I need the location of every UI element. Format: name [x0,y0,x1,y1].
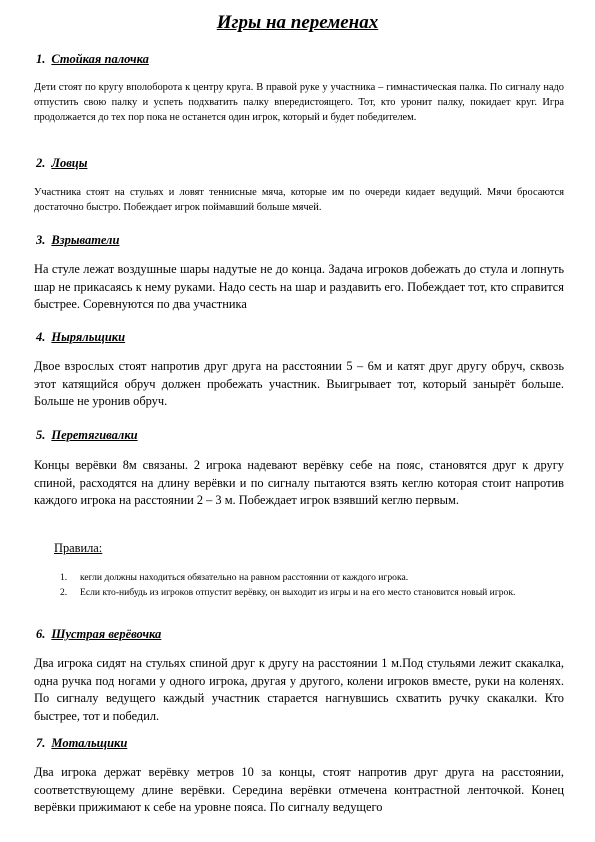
game-name: Взрыватели [51,233,120,247]
page-title: Игры на переменах [216,12,379,33]
game-heading-7 [36,736,127,751]
game-number: 4. [36,330,46,344]
game-heading-1 [36,52,149,67]
game-description-5: Концы верёвки 8м связаны. 2 игрока надевают верёвку себе на пояс, становятся друг к другу спиной, расходятся на длину верёвки и по сигналу пытаются взять кеглю которая стоит напротив каждого игрока на расстоянии 2 – 3 м. Побеждает игрок взявший кеглю первым. [34,458,564,507]
game-name: Ныряльщики [51,330,126,344]
game-number: 3. [36,233,46,247]
game-number: 7. [36,736,46,750]
game-number: 5. [36,428,46,442]
game-number: 6. [36,627,46,641]
game-heading-5 [36,428,138,443]
rules-list [60,571,564,601]
game-name: Стойкая палочка [51,52,149,66]
game-name: Мотальщики [51,736,128,750]
list-marker: 1. [60,572,68,583]
rule-text: кегли должны находиться обязательно на равном расстоянии от каждого игрока. [80,572,409,583]
rules-heading: Правила: [54,541,103,555]
game-number: 1. [36,52,46,66]
game-name: Перетягивалки [51,428,138,442]
game-description-3: На стуле лежат воздушные шары надутые не до конца. Задача игроков добежать до стула и лопнуть шар не прикасаясь к нему руками. Надо сесть на шар и раздавить его. Побеждает тот, кто справится быстрее. Соревнуются по два участника [34,262,564,311]
rules-list-item [60,586,564,599]
game-name: Ловцы [51,156,88,170]
game-name: Шустрая верёвочка [51,627,162,641]
game-description-1: Дети стоят по кругу вполоборота к центру круга. В правой руке у участника – гимнастическая палка. По сигналу надо отпустить свою палку и успеть подхватить палку впередистоящего. Тот, кто уронит палку, покидает круг. Игра продолжается до тех пор пока не останется один игрок, который и будет победителем. [34,82,564,123]
game-description-2: Участника стоят на стульях и ловят теннисные мяча, которые им по очереди кидает ведущий. Мячи бросаются достаточно быстро. Побеждает игрок поймавший больше мячей. [34,187,564,213]
list-marker: 2. [60,587,68,598]
game-heading-3 [36,233,119,248]
game-description-7: Два игрока держат верёвку метров 10 за концы, стоят напротив друг друга на расстоянии, соответствующему длине верёвки. Середина верёвки отмечена контрастной ленточкой. Конец верёвки прижимают к себе на уровне пояса. По сигналу ведущего [34,765,564,814]
game-heading-2 [36,156,87,171]
game-heading-4 [36,330,125,345]
rule-text: Если кто-нибудь из игроков отпустит верёвку, он выходит из игры и на его место становится новый игрок. [80,587,516,598]
game-description-4: Двое взрослых стоят напротив друг друга на расстоянии 5 – 6м и катят друг другу обруч, сквозь этот катящийся обруч должен пробежать участник. Выигрывает тот, который занырёт больше. Больше не уронив обруч. [34,359,564,408]
rules-list-item [60,571,564,584]
game-number: 2. [36,156,46,170]
game-description-6: Два игрока сидят на стульях спиной друг к другу на расстоянии 1 м.Под стульями лежит скакалка, одна ручка под ногами у одного игрока, другая у другого, колени игроков вместе, руки на коленях. По сигналу ведущего каждый участник старается нагнувшись схватить ручку скакалки. Кто быстрее, тот и победил. [34,656,564,723]
game-heading-6 [36,627,161,642]
